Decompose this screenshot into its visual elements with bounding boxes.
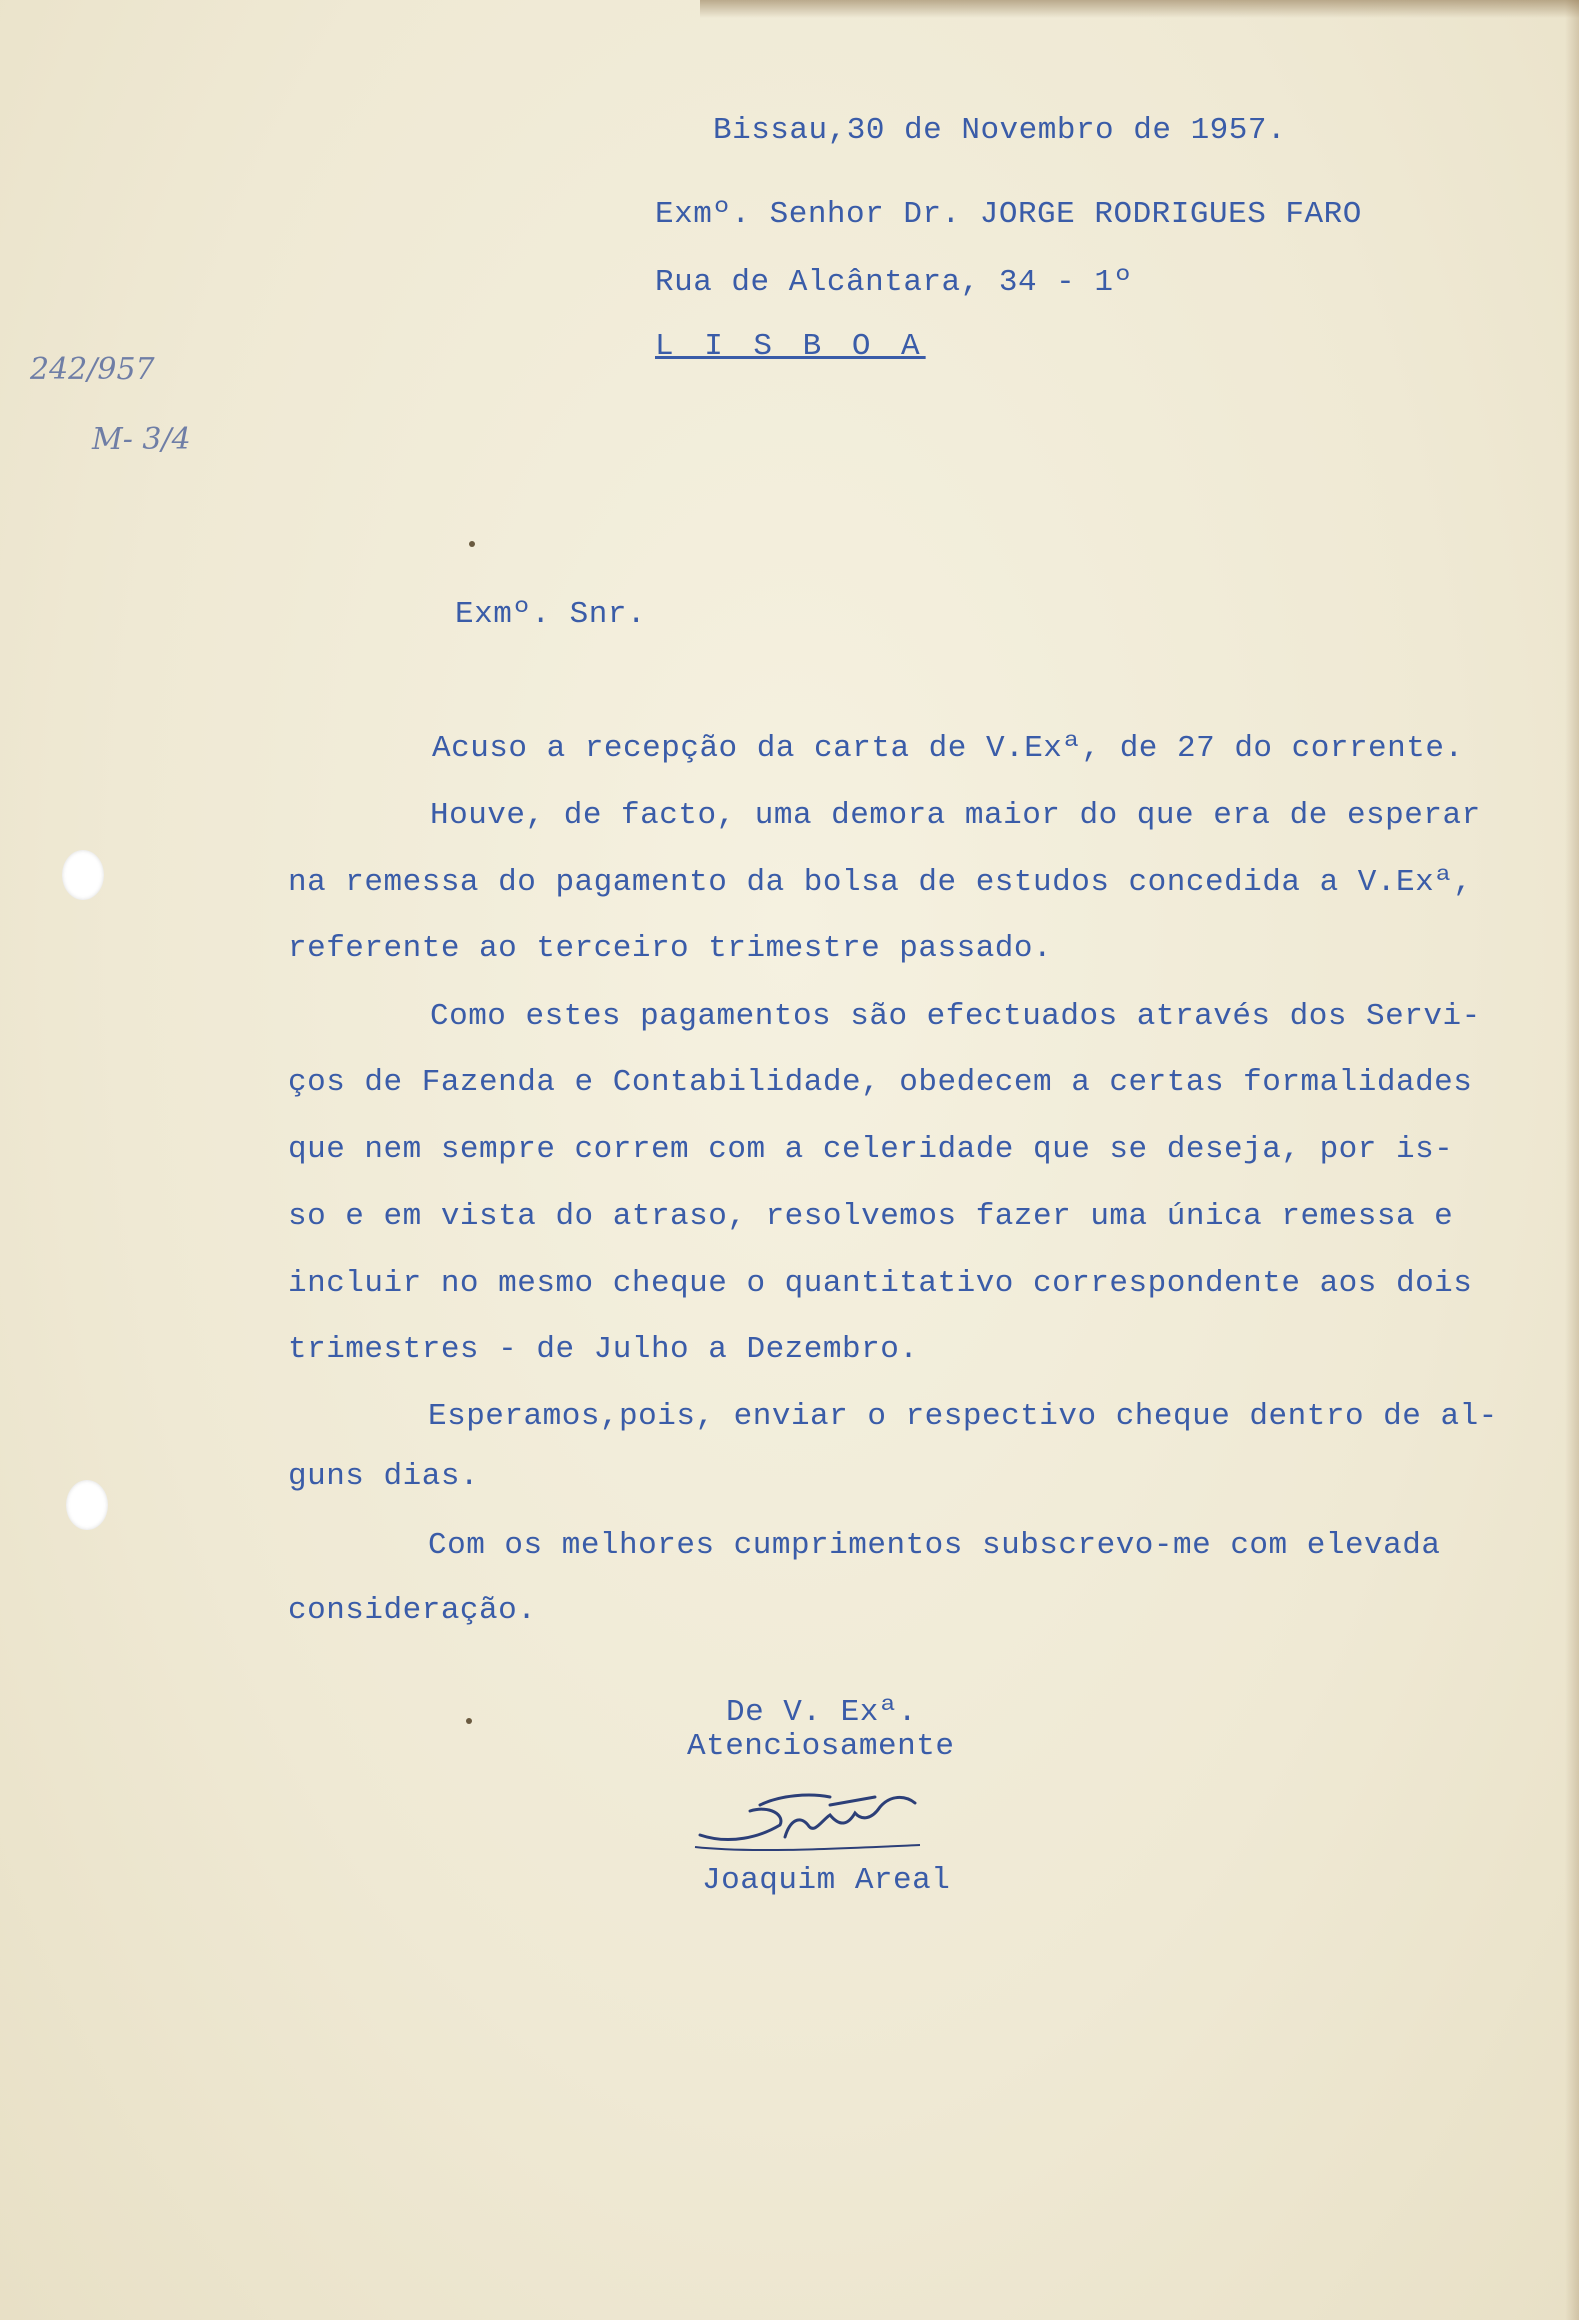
body-line: Acuso a recepção da carta de V.Exª, de 27 do corrente. bbox=[432, 731, 1464, 766]
closing-line: Atenciosamente bbox=[687, 1729, 955, 1764]
ink-speck bbox=[466, 1718, 472, 1724]
body-line: Com os melhores cumprimentos subscrevo-me com elevada bbox=[428, 1528, 1441, 1563]
body-line: que nem sempre correm com a celeridade que se deseja, por is- bbox=[288, 1132, 1454, 1167]
body-line: incluir no mesmo cheque o quantitativo correspondente aos dois bbox=[288, 1266, 1473, 1301]
punch-hole-bottom bbox=[66, 1480, 108, 1530]
handwritten-signature bbox=[690, 1775, 950, 1865]
recipient-name: Exmº. Senhor Dr. JORGE RODRIGUES FARO bbox=[655, 197, 1362, 232]
date-line: Bissau,30 de Novembro de 1957. bbox=[713, 113, 1287, 148]
body-line: consideração. bbox=[288, 1593, 537, 1628]
closing-line: De V. Exª. bbox=[726, 1695, 918, 1730]
signer-name: Joaquim Areal bbox=[702, 1863, 951, 1898]
body-line: Como estes pagamentos são efectuados através dos Servi- bbox=[430, 999, 1481, 1034]
paper-stain bbox=[700, 0, 1579, 18]
body-line: ços de Fazenda e Contabilidade, obedecem a certas formalidades bbox=[288, 1065, 1473, 1100]
recipient-address: Rua de Alcântara, 34 - 1º bbox=[655, 265, 1133, 300]
recipient-city: L I S B O A bbox=[655, 329, 926, 364]
body-line: na remessa do pagamento da bolsa de estudos concedida a V.Exª, bbox=[288, 865, 1473, 900]
punch-hole-top bbox=[62, 850, 104, 900]
file-reference: M- 3/4 bbox=[92, 422, 191, 457]
salutation: Exmº. Snr. bbox=[455, 597, 647, 632]
body-line: trimestres - de Julho a Dezembro. bbox=[288, 1332, 919, 1367]
paper-edge-shadow bbox=[1565, 0, 1579, 2320]
ink-speck bbox=[469, 541, 475, 547]
reference-number: 242/957 bbox=[30, 352, 155, 387]
body-line: guns dias. bbox=[288, 1459, 480, 1494]
body-line: Esperamos,pois, enviar o respectivo cheque dentro de al- bbox=[428, 1399, 1498, 1434]
body-line: so e em vista do atraso, resolvemos fazer uma única remessa e bbox=[288, 1199, 1454, 1234]
body-line: referente ao terceiro trimestre passado. bbox=[288, 931, 1053, 966]
body-line: Houve, de facto, uma demora maior do que era de esperar bbox=[430, 798, 1481, 833]
